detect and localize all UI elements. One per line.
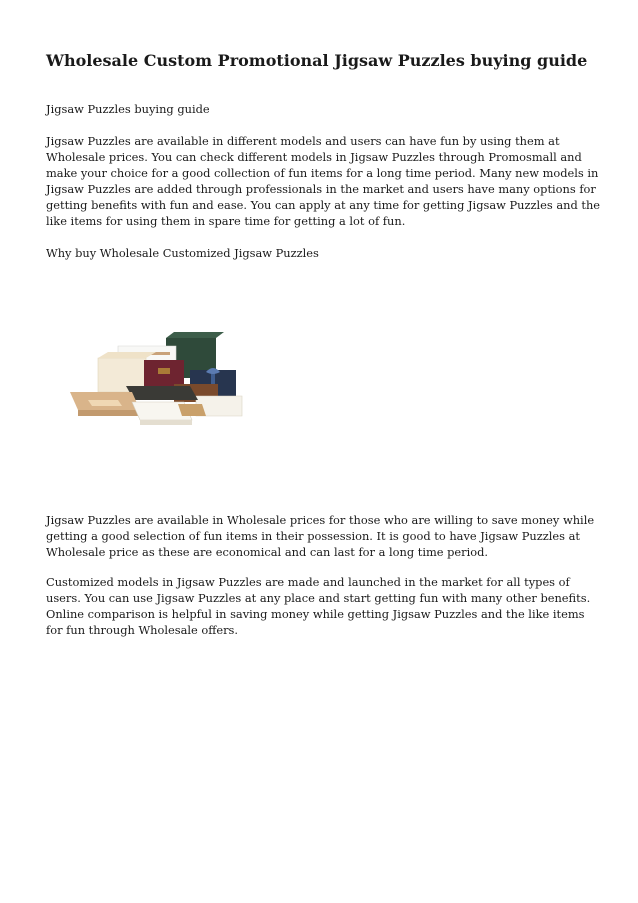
page-title: Wholesale Custom Promotional Jigsaw Puzzles buying guide bbox=[46, 51, 588, 70]
subtitle-text: Jigsaw Puzzles buying guide bbox=[46, 102, 210, 116]
customized-paragraph: Customized models in Jigsaw Puzzles are made and launched in the market for all types of users. You can use Jigsaw Puzzles at any place and start getting fun with many other benefits. Online comparison is helpful in saving money while getting Jigsaw Puzzles and the like items for fun through Wholesale offers. bbox=[46, 575, 591, 637]
why-heading-text: Why buy Wholesale Customized Jigsaw Puzzles bbox=[46, 246, 319, 260]
intro-paragraph: Jigsaw Puzzles are available in different models and users can have fun by using them at Wholesale prices. You can check different models in Jigsaw Puzzles through Promosmall and make your choice for a good collection of fun items for a long time period. Many new models in Jigsaw Puzzles are added through professionals in the market and users have many options for getting benefits with fun and ease. You can apply at any time for getting Jigsaw Puzzles and the like items for using them in spare time for getting a lot of fun. bbox=[46, 134, 601, 228]
prices-paragraph: Jigsaw Puzzles are available in Wholesale prices for those who are willing to save money while getting a good selection of fun items in their possession. It is good to have Jigsaw Puzzles at Wholesale price as these are economical and can last for a long time period. bbox=[46, 513, 595, 559]
gift-boxes-image bbox=[66, 330, 246, 430]
